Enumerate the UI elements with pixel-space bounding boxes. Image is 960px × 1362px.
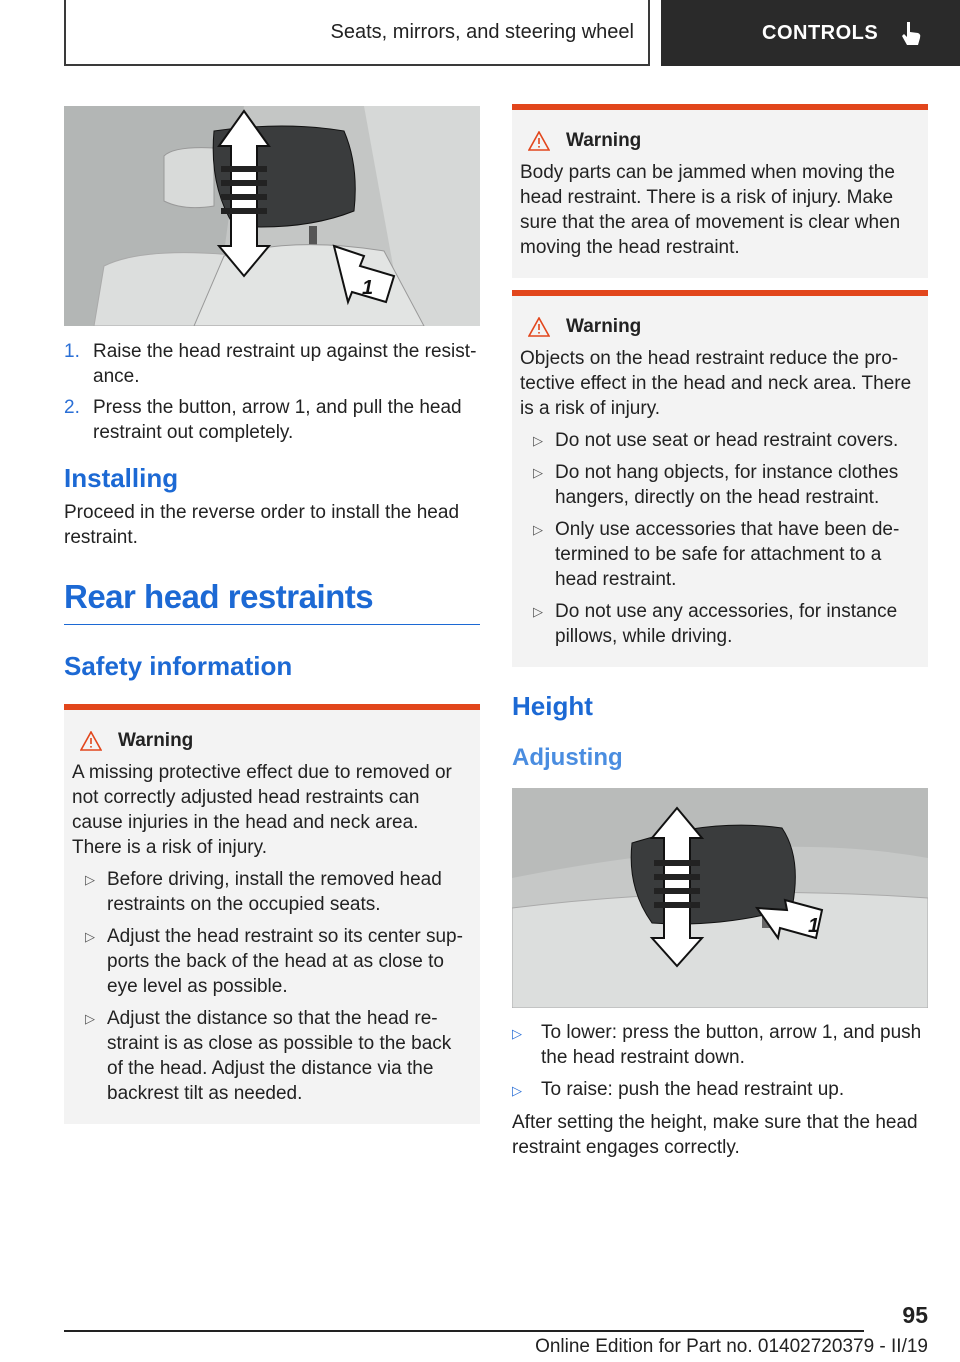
bullet-triangle-icon: ▷ bbox=[512, 1083, 522, 1098]
right-column bbox=[512, 106, 928, 1160]
bullet-text: Adjust the distance so that the head restraint is as close as possible to the back of the head. Adjust the distance via the backrest tilt as needed. bbox=[107, 1008, 452, 1104]
footer-divider bbox=[64, 1330, 864, 1332]
chapter-label: CONTROLS bbox=[762, 21, 879, 44]
list-item bbox=[64, 395, 480, 445]
warning-box bbox=[64, 704, 480, 1124]
page-number: 95 bbox=[902, 1302, 928, 1328]
bullet-triangle-icon: ▷ bbox=[533, 604, 543, 619]
left-column bbox=[64, 106, 480, 1124]
installing-text: Proceed in the reverse order to install the head restraint. bbox=[64, 502, 460, 548]
footer-edition: Online Edition for Part no. 01402720379 - II/19 bbox=[535, 1336, 928, 1357]
bullet-text: Do not use seat or head restraint covers. bbox=[555, 430, 899, 451]
warning-title: Warning bbox=[566, 130, 642, 151]
warning-title: Warning bbox=[566, 316, 642, 337]
bullet-triangle-icon: ▷ bbox=[85, 1011, 95, 1026]
step-text: Raise the head restraint up against the resistance. bbox=[93, 341, 477, 387]
list-item bbox=[520, 599, 920, 649]
bullet-triangle-icon: ▷ bbox=[512, 1026, 522, 1041]
installing-heading: Installing bbox=[64, 463, 179, 493]
rear-head-restraints-heading: Rear head restraints bbox=[64, 578, 480, 625]
bullet-text: Adjust the head restraint so its center supports the back of the head at as close to eye level as possible. bbox=[107, 926, 463, 997]
bullet-text: To raise: push the head restraint up. bbox=[541, 1079, 845, 1100]
after-setting-text: After setting the height, make sure that the head restraint engages correctly. bbox=[512, 1112, 918, 1158]
warning-box bbox=[512, 290, 928, 667]
bullet-triangle-icon: ▷ bbox=[85, 929, 95, 944]
safety-information-heading: Safety information bbox=[64, 651, 293, 681]
callout-1: 1 bbox=[808, 915, 820, 937]
bullet-triangle-icon: ▷ bbox=[533, 465, 543, 480]
warning-triangle-icon bbox=[528, 131, 550, 151]
pointing-hand-icon bbox=[898, 20, 924, 46]
bullet-triangle-icon: ▷ bbox=[533, 522, 543, 537]
list-item bbox=[64, 339, 480, 389]
height-heading: Height bbox=[512, 691, 593, 721]
list-item bbox=[512, 1020, 928, 1070]
header-section-title: Seats, mirrors, and steering wheel bbox=[64, 0, 650, 66]
adjusting-heading: Adjusting bbox=[512, 744, 623, 771]
step-number: 1. bbox=[64, 341, 80, 362]
bullet-triangle-icon: ▷ bbox=[85, 872, 95, 887]
bullet-text: Do not use any accessories, for instance pillows, while driving. bbox=[555, 601, 898, 647]
head-restraint-removal-figure bbox=[64, 106, 480, 326]
warning-triangle-icon bbox=[528, 317, 550, 337]
list-item bbox=[512, 1077, 928, 1103]
bullet-text: To lower: press the button, arrow 1, and push the head restraint down. bbox=[541, 1022, 922, 1068]
list-item bbox=[72, 867, 472, 917]
adjusting-list bbox=[512, 1020, 928, 1103]
callout-1: 1 bbox=[362, 277, 374, 299]
bullet-text: Do not hang objects, for instance clothes hangers, directly on the head restraint. bbox=[555, 462, 899, 508]
warning-text: Body parts can be jammed when moving the head restraint. There is a risk of injury. Make sure that the area of movement is clear when moving the head restraint. bbox=[520, 162, 901, 258]
warning-triangle-icon bbox=[80, 731, 102, 751]
header-chapter[interactable] bbox=[661, 0, 960, 66]
warning-text: Objects on the head restraint reduce the protective effect in the head and neck area. There is a risk of injury. bbox=[520, 348, 912, 419]
step-text: Press the button, arrow 1, and pull the head restraint out completely. bbox=[93, 397, 462, 443]
list-item bbox=[72, 924, 472, 999]
bullet-text: Only use accessories that have been determined to be safe for attachment to a head restraint. bbox=[555, 519, 900, 590]
head-restraint-height-figure bbox=[512, 788, 928, 1008]
step-number: 2. bbox=[64, 397, 80, 418]
bullet-text: Before driving, install the removed head restraints on the occupied seats. bbox=[107, 869, 442, 915]
warning-box bbox=[512, 104, 928, 278]
warning-title: Warning bbox=[118, 730, 194, 751]
warning-text: A missing protective effect due to removed or not correctly adjusted head restraints can cause injuries in the head and neck area. There is a risk of injury. bbox=[72, 762, 452, 858]
list-item bbox=[520, 428, 920, 453]
list-item bbox=[520, 517, 920, 592]
list-item bbox=[72, 1006, 472, 1106]
bullet-triangle-icon: ▷ bbox=[533, 433, 543, 448]
list-item bbox=[520, 460, 920, 510]
removal-steps bbox=[64, 339, 480, 445]
